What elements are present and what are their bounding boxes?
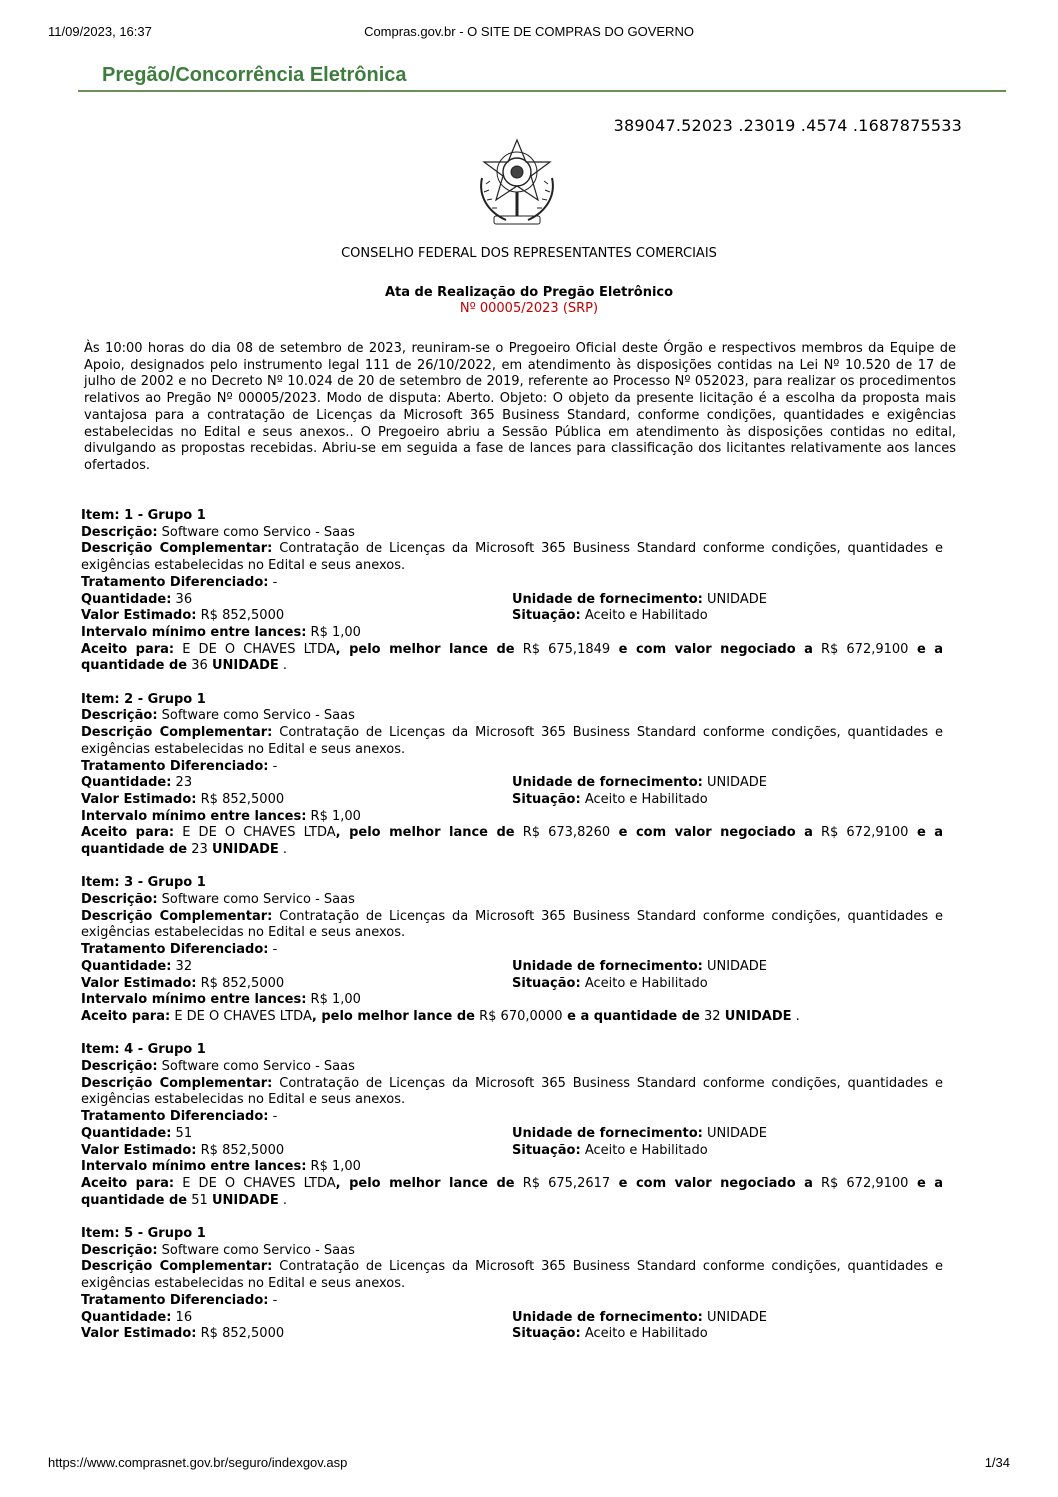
label-descricao: Descrição: bbox=[81, 1242, 158, 1258]
item-accepted-line: Aceito para: E DE O CHAVES LTDA, pelo melhor lance de R$ 673,8260 e com valor negociado a R$ 672,9100 e a quantidade de 23 UNIDADE . bbox=[81, 825, 944, 857]
item-descricao-complementar: Contratação de Licenças da Microsoft 365 Business Standard conforme condições, quantidades e exigências estabelecidas no Edital e seus anexos. bbox=[81, 725, 943, 757]
label-unidade-fornecimento: Unidade de fornecimento: bbox=[512, 775, 703, 791]
label-unidade-fornecimento: Unidade de fornecimento: bbox=[512, 958, 703, 974]
item-aceito-empresa: E DE O CHAVES LTDA bbox=[182, 825, 336, 841]
item-descricao: Software como Servico - Saas bbox=[161, 1242, 355, 1258]
item-intervalo: R$ 1,00 bbox=[310, 808, 361, 824]
intro-paragraph: Às 10:00 horas do dia 08 de setembro de 2023, reuniram-se o Pregoeiro Oficial deste Órgão e respectivos membros da Equipe de Apoio, designados pelo instrumento legal 111 de 26/10/2022, em atendimento às disposições contidas na Lei Nº 10.520 de 17 de julho de 2002 e no Decreto Nº 10.024 de 20 de setembro de 2019, referente ao Processo Nº 052023, para realizar os procedimentos relativos ao Pregão Nº 00005/2023. Modo de disputa: Aberto. Objeto: O objeto da presente licitação é a escolha da proposta mais vantajosa para a contratação de Licenças da Microsoft 365 Business Standard, conforme condições, quantidades e exigências estabelecidas no Edital e seus anexos.. O Pregoeiro abriu a Sessão Pública em atendimento às disposições contidas no edital, divulgando as propostas recebidas. Abriu-se em seguida a fase de lances para classificação dos licitantes relativamente aos lances ofertados. bbox=[84, 341, 956, 473]
ata-number: Nº 00005/2023 (SRP) bbox=[459, 301, 599, 316]
label-quantidade: Quantidade: bbox=[81, 591, 172, 607]
label-quantidade: Quantidade: bbox=[81, 1125, 172, 1141]
item-descricao: Software como Servico - Saas bbox=[161, 892, 355, 908]
item-melhor-lance: R$ 673,8260 bbox=[522, 825, 611, 841]
item-block bbox=[81, 692, 943, 876]
item-aceito-empresa: E DE O CHAVES LTDA bbox=[182, 1175, 336, 1191]
label-quantidade: Quantidade: bbox=[81, 1309, 172, 1325]
item-unidade-fornecimento: UNIDADE bbox=[706, 591, 767, 607]
item-intervalo: R$ 1,00 bbox=[310, 992, 361, 1008]
label-situacao: Situação: bbox=[512, 975, 581, 991]
item-aceito-empresa: E DE O CHAVES LTDA bbox=[182, 641, 336, 657]
label-descricao-complementar: Descrição Complementar: bbox=[81, 908, 273, 924]
item-aceito-empresa: E DE O CHAVES LTDA bbox=[174, 1008, 312, 1024]
item-intervalo: R$ 1,00 bbox=[310, 1159, 361, 1175]
label-valor-estimado: Valor Estimado: bbox=[81, 791, 197, 807]
item-descricao-complementar: Contratação de Licenças da Microsoft 365 Business Standard conforme condições, quantidades e exigências estabelecidas no Edital e seus anexos. bbox=[81, 1259, 943, 1292]
item-quantidade-aceita: 36 bbox=[191, 658, 208, 674]
organization-name: CONSELHO FEDERAL DOS REPRESENTANTES COMERCIAIS bbox=[341, 246, 717, 261]
item-accepted-line: Aceito para: E DE O CHAVES LTDA, pelo melhor lance de R$ 675,2617 e com valor negociado a R$ 672,9100 e a quantidade de 51 UNIDADE . bbox=[81, 1175, 944, 1208]
item-block bbox=[81, 1226, 943, 1343]
item-tratamento: - bbox=[272, 758, 278, 774]
item-title: Item: 3 - Grupo 1 bbox=[81, 875, 206, 891]
label-valor-estimado: Valor Estimado: bbox=[81, 1142, 197, 1158]
ata-title: Ata de Realização do Pregão Eletrônico bbox=[384, 285, 674, 300]
item-melhor-lance: R$ 675,1849 bbox=[522, 641, 611, 657]
label-unidade-fornecimento: Unidade de fornecimento: bbox=[512, 591, 703, 607]
label-quantidade: Quantidade: bbox=[81, 775, 172, 791]
item-unidade-fornecimento: UNIDADE bbox=[706, 958, 767, 974]
item-quantidade: 32 bbox=[175, 958, 193, 974]
label-unidade-fornecimento: Unidade de fornecimento: bbox=[512, 1125, 703, 1141]
item-quantidade: 23 bbox=[175, 775, 193, 791]
label-descricao: Descrição: bbox=[81, 524, 158, 540]
label-situacao: Situação: bbox=[512, 1326, 581, 1342]
print-url: https://www.comprasnet.gov.br/seguro/indexgov.asp bbox=[48, 1455, 348, 1470]
item-descricao: Software como Servico - Saas bbox=[161, 708, 355, 724]
item-valor-estimado: R$ 852,5000 bbox=[200, 975, 285, 991]
coat-of-arms-emblem bbox=[474, 138, 560, 230]
item-block bbox=[81, 508, 943, 692]
items-list bbox=[81, 508, 943, 1343]
item-unidade-fornecimento: UNIDADE bbox=[706, 775, 767, 791]
print-footer bbox=[48, 1455, 1010, 1475]
label-tratamento: Tratamento Diferenciado: bbox=[81, 758, 269, 774]
item-valor-negociado: R$ 672,9100 bbox=[821, 641, 909, 657]
label-descricao-complementar: Descrição Complementar: bbox=[81, 1259, 273, 1275]
label-valor-estimado: Valor Estimado: bbox=[81, 608, 197, 624]
item-tratamento: - bbox=[272, 574, 278, 590]
item-valor-negociado: R$ 672,9100 bbox=[821, 825, 909, 841]
item-quantidade: 36 bbox=[175, 591, 193, 607]
label-valor-estimado: Valor Estimado: bbox=[81, 1326, 197, 1342]
item-descricao: Software como Servico - Saas bbox=[161, 524, 355, 540]
label-unidade-fornecimento: Unidade de fornecimento: bbox=[512, 1309, 703, 1325]
label-tratamento: Tratamento Diferenciado: bbox=[81, 942, 269, 958]
label-descricao-complementar: Descrição Complementar: bbox=[81, 541, 273, 557]
item-title: Item: 2 - Grupo 1 bbox=[81, 691, 206, 707]
item-unidade-fornecimento: UNIDADE bbox=[706, 1309, 767, 1325]
label-situacao: Situação: bbox=[512, 608, 581, 624]
item-block bbox=[81, 1042, 943, 1226]
label-intervalo: Intervalo mínimo entre lances: bbox=[81, 1159, 307, 1175]
item-descricao-complementar: Contratação de Licenças da Microsoft 365 Business Standard conforme condições, quantidades e exigências estabelecidas no Edital e seus anexos. bbox=[81, 1075, 943, 1108]
item-title: Item: 5 - Grupo 1 bbox=[81, 1226, 206, 1242]
item-tratamento: - bbox=[272, 942, 278, 958]
label-tratamento: Tratamento Diferenciado: bbox=[81, 574, 269, 590]
item-descricao: Software como Servico - Saas bbox=[161, 1059, 355, 1075]
item-situacao: Aceito e Habilitado bbox=[584, 608, 708, 624]
print-timestamp: 11/09/2023, 16:37 bbox=[48, 24, 152, 39]
item-valor-estimado: R$ 852,5000 bbox=[200, 1142, 285, 1158]
item-situacao: Aceito e Habilitado bbox=[584, 1326, 708, 1342]
item-accepted-line: Aceito para: E DE O CHAVES LTDA, pelo melhor lance de R$ 670,0000 e a quantidade de 32 UNIDADE . bbox=[81, 1008, 800, 1024]
item-quantidade: 16 bbox=[175, 1309, 193, 1325]
label-descricao-complementar: Descrição Complementar: bbox=[81, 1075, 273, 1091]
label-intervalo: Intervalo mínimo entre lances: bbox=[81, 808, 307, 824]
item-unidade-fornecimento: UNIDADE bbox=[706, 1125, 767, 1141]
label-descricao: Descrição: bbox=[81, 1059, 158, 1075]
label-valor-estimado: Valor Estimado: bbox=[81, 975, 197, 991]
item-valor-negociado: R$ 672,9100 bbox=[821, 1175, 909, 1191]
label-situacao: Situação: bbox=[512, 1142, 581, 1158]
item-quantidade-aceita: 23 bbox=[191, 841, 208, 857]
label-situacao: Situação: bbox=[512, 791, 581, 807]
item-descricao-complementar: Contratação de Licenças da Microsoft 365 Business Standard conforme condições, quantidades e exigências estabelecidas no Edital e seus anexos. bbox=[81, 541, 943, 574]
label-quantidade: Quantidade: bbox=[81, 958, 172, 974]
document-id: 389047.52023 .23019 .4574 .1687875533 bbox=[613, 116, 962, 135]
item-situacao: Aceito e Habilitado bbox=[584, 791, 708, 807]
item-quantidade-aceita: 51 bbox=[191, 1192, 208, 1208]
item-title: Item: 1 - Grupo 1 bbox=[81, 508, 206, 523]
item-tratamento: - bbox=[272, 1109, 278, 1125]
item-valor-estimado: R$ 852,5000 bbox=[200, 608, 285, 624]
item-quantidade: 51 bbox=[175, 1125, 193, 1141]
item-title: Item: 4 - Grupo 1 bbox=[81, 1042, 206, 1058]
item-tratamento: - bbox=[272, 1292, 278, 1308]
page-number: 1/34 bbox=[984, 1455, 1010, 1470]
label-tratamento: Tratamento Diferenciado: bbox=[81, 1292, 269, 1308]
section-title: Pregão/Concorrência Eletrônica bbox=[78, 64, 1006, 92]
label-tratamento: Tratamento Diferenciado: bbox=[81, 1109, 269, 1125]
item-valor-estimado: R$ 852,5000 bbox=[200, 1326, 285, 1342]
item-melhor-lance: R$ 675,2617 bbox=[522, 1175, 611, 1191]
item-accepted-line: Aceito para: E DE O CHAVES LTDA, pelo melhor lance de R$ 675,1849 e com valor negociado a R$ 672,9100 e a quantidade de 36 UNIDADE . bbox=[81, 641, 944, 674]
item-intervalo: R$ 1,00 bbox=[310, 624, 361, 640]
print-site-title: Compras.gov.br - O SITE DE COMPRAS DO GOVERNO bbox=[364, 24, 694, 39]
item-descricao-complementar: Contratação de Licenças da Microsoft 365 Business Standard conforme condições, quantidades e exigências estabelecidas no Edital e seus anexos. bbox=[81, 908, 943, 941]
item-quantidade-aceita: 32 bbox=[704, 1008, 721, 1024]
item-situacao: Aceito e Habilitado bbox=[584, 975, 708, 991]
item-situacao: Aceito e Habilitado bbox=[584, 1142, 708, 1158]
item-block bbox=[81, 875, 943, 1042]
item-valor-estimado: R$ 852,5000 bbox=[200, 791, 285, 807]
label-descricao: Descrição: bbox=[81, 708, 158, 724]
label-intervalo: Intervalo mínimo entre lances: bbox=[81, 624, 307, 640]
label-descricao-complementar: Descrição Complementar: bbox=[81, 725, 273, 741]
label-intervalo: Intervalo mínimo entre lances: bbox=[81, 992, 307, 1008]
print-header bbox=[48, 24, 1010, 44]
label-descricao: Descrição: bbox=[81, 892, 158, 908]
item-melhor-lance: R$ 670,0000 bbox=[479, 1008, 563, 1024]
